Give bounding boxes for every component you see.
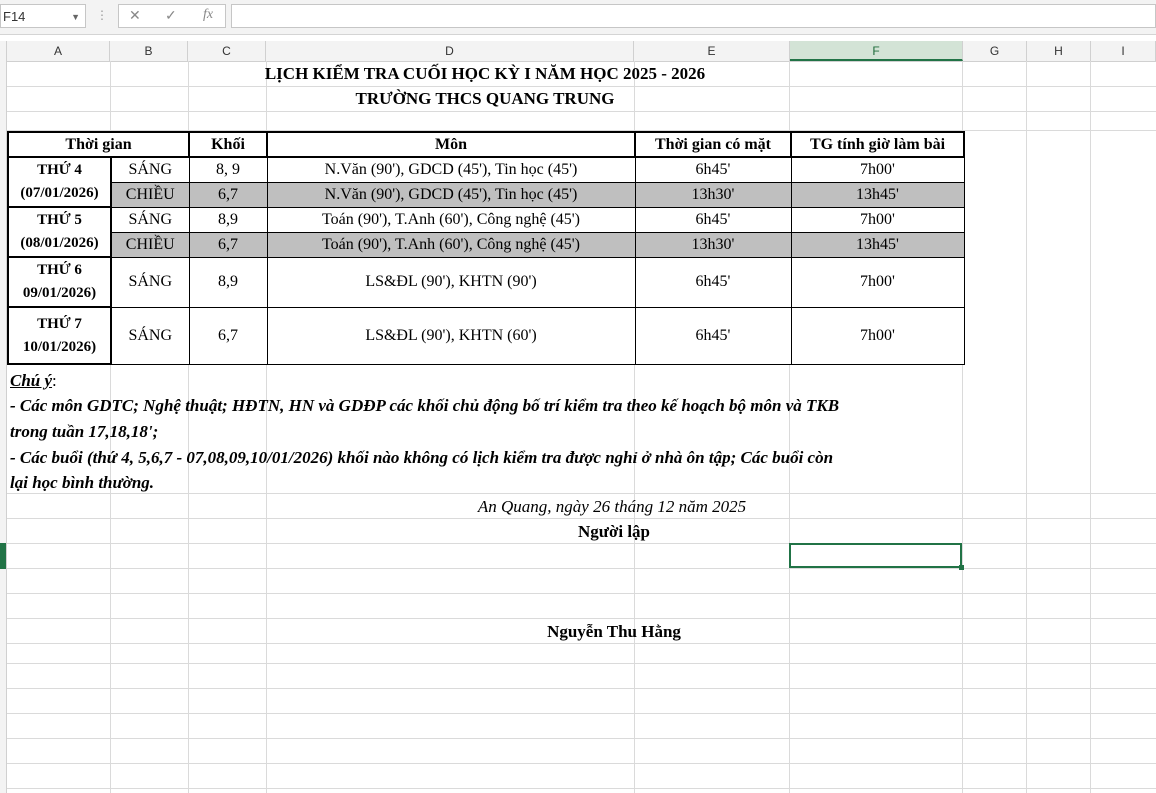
session-cell[interactable]: CHIỀU bbox=[111, 182, 189, 207]
grade-cell[interactable]: 6,7 bbox=[189, 232, 267, 257]
day-cell[interactable] bbox=[8, 257, 111, 307]
formula-bar bbox=[0, 0, 1156, 35]
formula-input[interactable] bbox=[231, 4, 1156, 28]
column-header-h[interactable]: H bbox=[1027, 41, 1091, 61]
formula-buttons bbox=[118, 4, 226, 28]
arrival-cell[interactable]: 13h30' bbox=[635, 232, 791, 257]
subject-cell[interactable]: LS&ĐL (90'), KHTN (90') bbox=[267, 257, 635, 307]
session-cell[interactable]: SÁNG bbox=[111, 207, 189, 232]
chevron-down-icon[interactable]: ▼ bbox=[71, 12, 80, 22]
grade-cell[interactable]: 6,7 bbox=[189, 182, 267, 207]
header-grade: Khối bbox=[189, 132, 267, 157]
day-name: THỨ 4 bbox=[37, 162, 82, 178]
arrival-cell[interactable]: 6h45' bbox=[635, 207, 791, 232]
header-arrival: Thời gian có mặt bbox=[635, 132, 791, 157]
place-date: An Quang, ngày 26 tháng 12 năm 2025 bbox=[477, 497, 747, 516]
school-name: TRƯỜNG THCS QUANG TRUNG bbox=[355, 89, 615, 108]
table-row bbox=[8, 307, 964, 364]
grade-cell[interactable]: 8, 9 bbox=[189, 157, 267, 182]
page-title: LỊCH KIỂM TRA CUỐI HỌC KỲ I NĂM HỌC 2025 - 2026 bbox=[264, 64, 706, 83]
subject-cell[interactable]: N.Văn (90'), GDCD (45'), Tin học (45') bbox=[267, 157, 635, 182]
cancel-icon[interactable]: ✕ bbox=[129, 7, 141, 23]
session-cell[interactable]: CHIỀU bbox=[111, 232, 189, 257]
session-cell[interactable]: SÁNG bbox=[111, 157, 189, 182]
column-header-bar bbox=[0, 41, 1156, 62]
day-cell[interactable] bbox=[8, 207, 111, 257]
arrival-cell[interactable]: 13h30' bbox=[635, 182, 791, 207]
day-cell[interactable] bbox=[8, 307, 111, 364]
table-header-row bbox=[8, 132, 964, 157]
function-icon[interactable]: fx bbox=[203, 7, 214, 22]
day-name: THỨ 5 bbox=[37, 212, 82, 228]
column-header-d[interactable]: D bbox=[266, 41, 634, 61]
day-cell[interactable] bbox=[8, 157, 111, 207]
active-cell[interactable] bbox=[789, 543, 962, 568]
column-header-b[interactable]: B bbox=[110, 41, 188, 61]
start-cell[interactable]: 7h00' bbox=[791, 207, 964, 232]
header-subject: Môn bbox=[267, 132, 635, 157]
signer-title: Người lập bbox=[577, 522, 651, 541]
start-cell[interactable]: 7h00' bbox=[791, 307, 964, 364]
column-header-g[interactable]: G bbox=[963, 41, 1027, 61]
day-date: (08/01/2026) bbox=[20, 235, 99, 251]
select-all-corner[interactable] bbox=[0, 41, 7, 61]
session-cell[interactable]: SÁNG bbox=[111, 307, 189, 364]
note-colon: : bbox=[52, 371, 57, 390]
selected-row-indicator bbox=[0, 543, 6, 569]
session-cell[interactable]: SÁNG bbox=[111, 257, 189, 307]
grade-cell[interactable]: 8,9 bbox=[189, 207, 267, 232]
note-line: trong tuần 17,18,18'; bbox=[10, 422, 159, 441]
day-name: THỨ 6 bbox=[37, 262, 82, 278]
start-cell[interactable]: 13h45' bbox=[791, 232, 964, 257]
more-options-icon[interactable]: ⋮ bbox=[96, 8, 108, 22]
note-line: - Các môn GDTC; Nghệ thuật; HĐTN, HN và GDĐP các khối chủ động bố trí kiểm tra theo kế hoạch bộ môn và TKB bbox=[10, 396, 840, 415]
grade-cell[interactable]: 6,7 bbox=[189, 307, 267, 364]
subject-cell[interactable]: Toán (90'), T.Anh (60'), Công nghệ (45') bbox=[267, 232, 635, 257]
note-line: lại học bình thường. bbox=[10, 473, 155, 492]
column-header-a[interactable]: A bbox=[7, 41, 110, 61]
column-header-c[interactable]: C bbox=[188, 41, 266, 61]
table-row bbox=[8, 157, 964, 182]
start-cell[interactable]: 13h45' bbox=[791, 182, 964, 207]
header-start: TG tính giờ làm bài bbox=[791, 132, 964, 157]
name-box[interactable] bbox=[0, 4, 86, 28]
header-time: Thời gian bbox=[8, 132, 189, 157]
day-date: 10/01/2026) bbox=[22, 338, 97, 355]
start-cell[interactable]: 7h00' bbox=[791, 157, 964, 182]
start-cell[interactable]: 7h00' bbox=[791, 257, 964, 307]
note-label: Chú ý bbox=[10, 371, 53, 390]
table-row bbox=[8, 232, 964, 257]
grade-cell[interactable]: 8,9 bbox=[189, 257, 267, 307]
note-line: - Các buổi (thứ 4, 5,6,7 - 07,08,09,10/01/2026) khối nào không có lịch kiểm tra được nghỉ ở nhà ôn tập; Các buổi còn bbox=[10, 448, 834, 467]
signer-name: Nguyễn Thu Hằng bbox=[547, 622, 681, 641]
arrival-cell[interactable]: 6h45' bbox=[635, 257, 791, 307]
day-name: THỨ 7 bbox=[37, 315, 82, 332]
table-row bbox=[8, 257, 964, 307]
day-date: 09/01/2026) bbox=[22, 285, 97, 301]
row-header-bar[interactable] bbox=[0, 61, 7, 793]
day-date: (07/01/2026) bbox=[20, 185, 99, 201]
note-heading bbox=[10, 371, 57, 391]
table-row bbox=[8, 182, 964, 207]
column-header-f[interactable]: F bbox=[790, 41, 963, 61]
column-header-e[interactable]: E bbox=[634, 41, 790, 61]
check-icon[interactable]: ✓ bbox=[165, 7, 177, 23]
column-header-i[interactable]: I bbox=[1091, 41, 1156, 61]
exam-schedule-table bbox=[7, 131, 965, 365]
subject-cell[interactable]: N.Văn (90'), GDCD (45'), Tin học (45') bbox=[267, 182, 635, 207]
arrival-cell[interactable]: 6h45' bbox=[635, 307, 791, 364]
subject-cell[interactable]: Toán (90'), T.Anh (60'), Công nghệ (45') bbox=[267, 207, 635, 232]
name-box-value: F14 bbox=[3, 9, 26, 24]
subject-cell[interactable]: LS&ĐL (90'), KHTN (60') bbox=[267, 307, 635, 364]
arrival-cell[interactable]: 6h45' bbox=[635, 157, 791, 182]
table-row bbox=[8, 207, 964, 232]
